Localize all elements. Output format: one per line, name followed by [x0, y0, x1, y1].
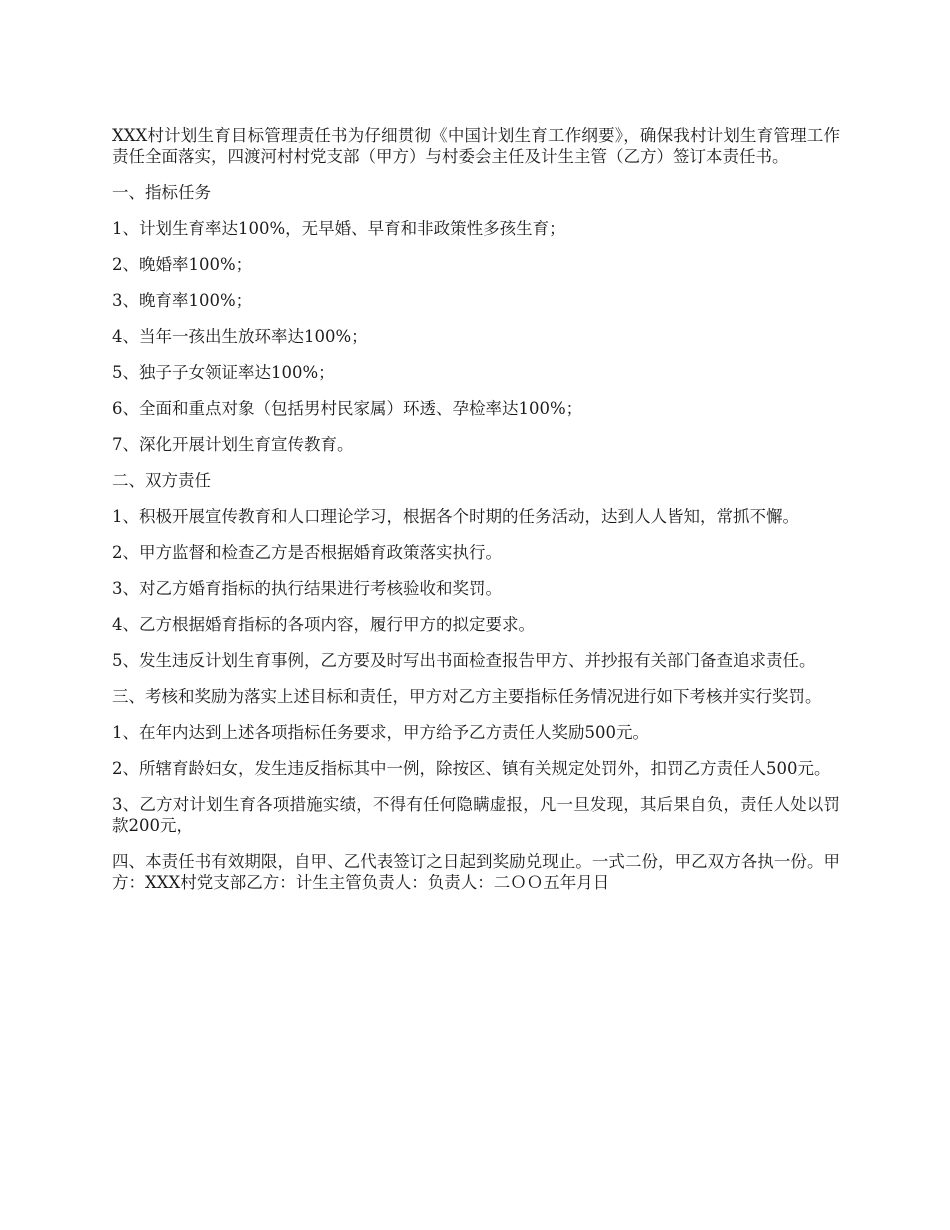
responsibility-item-2: 2、甲方监督和检查乙方是否根据婚育政策落实执行。 [112, 543, 502, 562]
target-item-1: 1、计划生育率达100%，无早婚、早育和非政策性多孩生育； [112, 219, 566, 238]
responsibility-item-5: 5、发生违反计划生育事例，乙方要及时写出书面检查报告甲方、并抄报有关部门备查追求责任。 [112, 651, 816, 670]
section-heading-targets: 一、指标任务 [112, 183, 211, 202]
target-item-7: 7、深化开展计划生育宣传教育。 [112, 435, 354, 454]
target-item-4: 4、当年一孩出生放环率达100%； [112, 327, 368, 346]
target-item-5: 5、独子子女领证率达100%； [112, 363, 335, 382]
intro-paragraph: XXX村计划生育目标管理责任书为仔细贯彻《中国计划生育工作纲要》，确保我村计划生育管理工作责任全面落实，四渡河村村党支部（甲方）与村委会主任及计生主管（乙方）签订本责任书。 [112, 126, 840, 166]
section-heading-responsibilities: 二、双方责任 [112, 471, 211, 490]
assessment-item-2: 2、所辖育龄妇女，发生违反指标其中一例，除按区、镇有关规定处罚外，扣罚乙方责任人500元。 [112, 759, 831, 778]
target-item-2: 2、晚婚率100%； [112, 255, 253, 274]
target-item-3: 3、晚育率100%； [112, 291, 253, 310]
responsibility-item-3: 3、对乙方婚育指标的执行结果进行考核验收和奖罚。 [112, 579, 502, 598]
section-heading-assessment: 三、考核和奖励为落实上述目标和责任，甲方对乙方主要指标任务情况进行如下考核并实行奖罚。 [112, 687, 822, 706]
responsibility-item-4: 4、乙方根据婚育指标的各项内容，履行甲方的拟定要求。 [112, 615, 535, 634]
responsibility-item-1: 1、积极开展宣传教育和人口理论学习，根据各个时期的任务活动，达到人人皆知，常抓不懈。 [112, 507, 799, 526]
assessment-item-1: 1、在年内达到上述各项指标任务要求，甲方给予乙方责任人奖励500元。 [112, 723, 649, 742]
target-item-6: 6、全面和重点对象（包括男村民家属）环透、孕检率达100%； [112, 399, 583, 418]
assessment-item-3: 3、乙方对计划生育各项措施实绩，不得有任何隐瞒虚报，凡一旦发现，其后果自负，责任人处以罚款200元， [112, 795, 840, 835]
validity-signature-paragraph: 四、本责任书有效期限，自甲、乙代表签订之日起到奖励兑现止。一式二份，甲乙双方各执一份。甲方：XXX村党支部乙方：计生主管负责人：负责人：二ＯＯ五年月日 [112, 852, 840, 892]
